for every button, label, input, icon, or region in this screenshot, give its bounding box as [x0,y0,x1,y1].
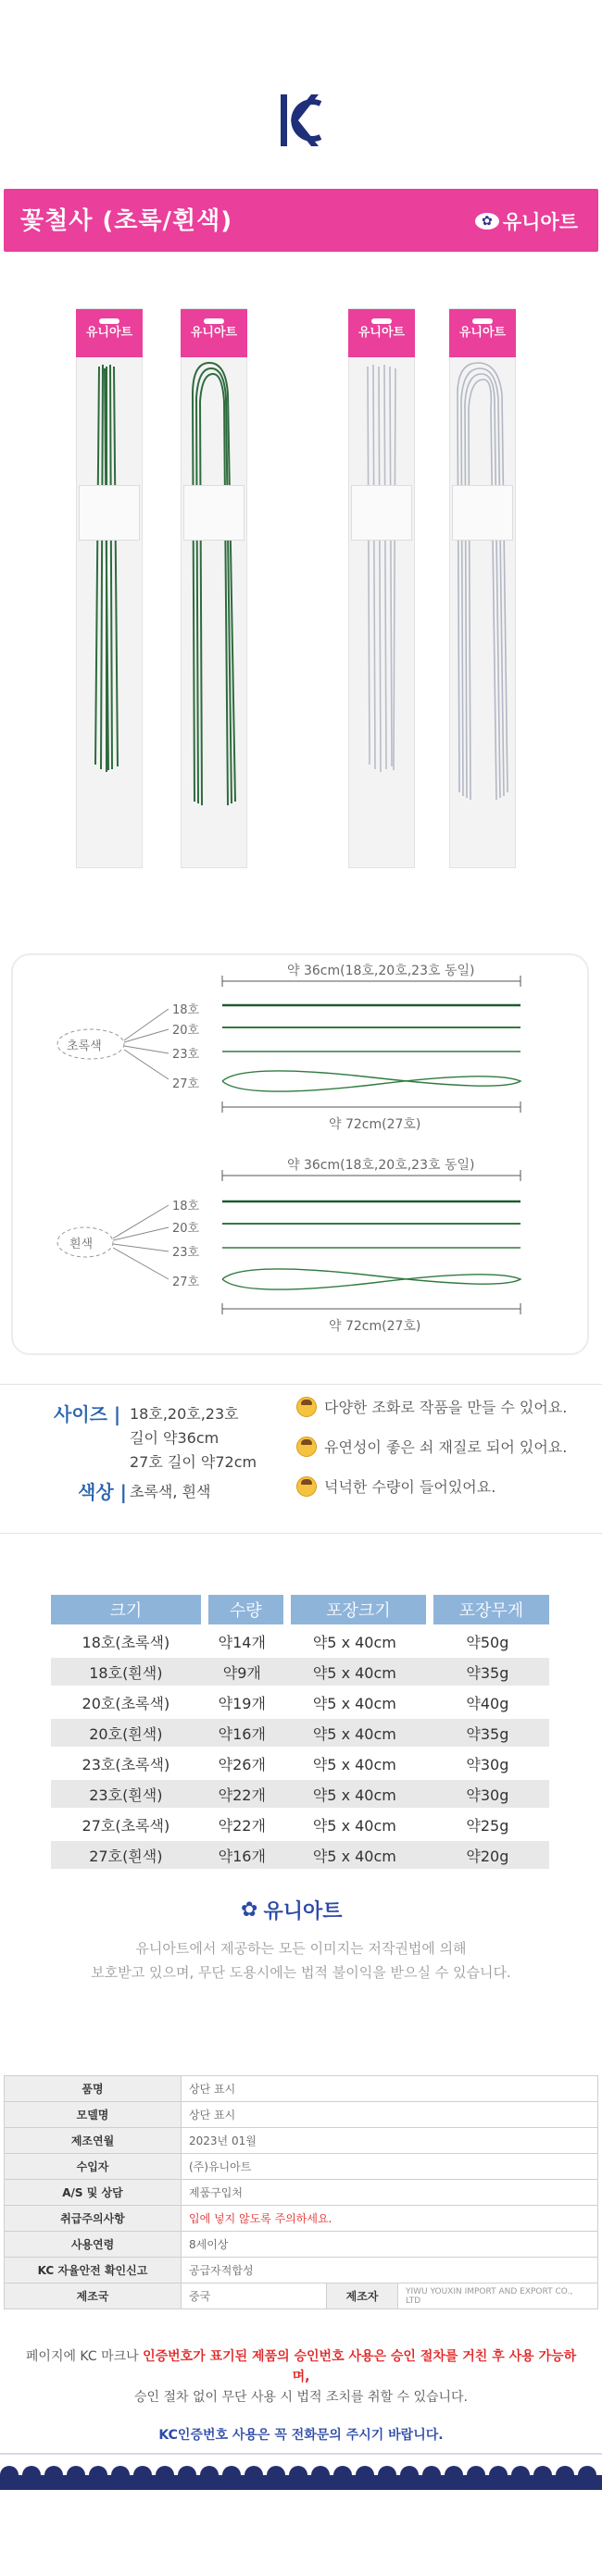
table-cell: 20호(흰색) [51,1719,201,1747]
info-row [5,2102,598,2128]
table-row [51,1749,549,1777]
table-cell: 약19개 [218,1694,266,1712]
table-row [51,1811,549,1838]
table-cell: 약16개 [201,1719,283,1747]
size-label: 27호 [172,1077,200,1091]
size-line: 18호,20호,23호 [130,1405,239,1423]
size-line: 27호 길이 약72cm [130,1453,257,1471]
child-face-icon [296,1437,317,1457]
info-value: 제품구입처 [182,2180,598,2206]
table-cell: 약5 x 40cm [283,1841,426,1869]
table-cell: 약22개 [201,1780,283,1808]
info-key: 품명 [5,2076,182,2102]
copyright-notice [56,1936,546,1985]
notice-text: 페이지에 KC 마크나 [25,2349,144,2364]
info-key: 수입자 [5,2154,182,2180]
size-label: 27호 [172,1276,200,1289]
child-face-icon [296,1397,317,1417]
label-card [183,485,245,541]
table-row [51,1719,549,1747]
product-tag: 유니아트 [348,309,415,357]
info-key: 제조연월 [5,2128,182,2154]
table-cell: 약22개 [218,1816,266,1835]
column-header: 수량 [201,1595,283,1624]
size-diagram-drawing [11,953,585,1351]
hang-hole [204,318,224,324]
info-value: (주)유니아트 [182,2154,598,2180]
column-header: 포장크기 [283,1595,426,1624]
size-label: 20호 [172,1024,200,1038]
info-key: KC 자율안전 확인신고 [5,2258,182,2284]
info-row [5,2180,598,2206]
feature-item [296,1475,593,1497]
info-row [5,2206,598,2232]
table-cell: 약14개 [218,1633,266,1651]
info-key: 사용연령 [5,2232,182,2258]
label-card [79,485,140,541]
product-tag: 유니아트 [449,309,516,357]
feature-item [296,1436,593,1457]
manufacturer-value: YIWU YOUXIN IMPORT AND EXPORT CO., LTD [398,2284,598,2309]
product-green-loop [181,308,247,868]
feature-text: 유연성이 좋은 쇠 재질로 되어 있어요. [324,1438,568,1456]
kc-notice [19,2346,583,2408]
table-row [51,1658,549,1686]
kc-call-notice: KC인증번호 사용은 꼭 전화문의 주시기 바랍니다. [158,2428,444,2443]
info-value: 2023년 01월 [182,2128,598,2154]
white-wire-loop [450,357,515,839]
feature-text: 넉넉한 수량이 들어있어요. [324,1478,496,1496]
feature-text: 다양한 조화로 작품을 만들 수 있어요. [324,1399,568,1416]
size-label: 23호 [172,1048,200,1062]
table-cell: 약35g [426,1719,549,1747]
footer-brand [241,1896,342,1924]
table-cell: 23호(흰색) [51,1780,201,1808]
product-tag: 유니아트 [181,309,247,357]
kc-certification-icon [278,91,324,150]
info-key: 제조자 [327,2284,398,2309]
info-value: 공급자적합성 [182,2258,598,2284]
info-value: 8세이상 [182,2232,598,2258]
table-cell: 20호(초록색) [82,1694,170,1712]
white-group [57,1170,520,1314]
paw-icon: ✿ [241,1898,258,1922]
table-cell: 약26개 [218,1755,266,1773]
table-cell: 약5 x 40cm [283,1719,426,1747]
table-cell: 약35g [426,1658,549,1686]
product-white-loop [449,308,516,868]
info-value: 상단 표시 [182,2102,598,2128]
table-row [51,1841,549,1869]
table-cell: 약50g [466,1633,509,1651]
label-card [452,485,513,541]
info-key: 모델명 [5,2102,182,2128]
size-line: 길이 약36cm [130,1429,219,1447]
size-label: 18호 [172,1200,200,1213]
table-header [51,1595,549,1624]
info-row [5,2258,598,2284]
label-card [351,485,412,541]
copyright-line: 유니아트에서 제공하는 모든 이미지는 저작권법에 의해 [135,1940,467,1957]
table-cell: 약5 x 40cm [312,1633,396,1651]
child-face-icon [296,1476,317,1497]
spec-table [51,1592,549,1872]
info-key: A/S 및 상담 [5,2180,182,2206]
table-cell: 약5 x 40cm [283,1658,426,1686]
copyright-line: 보호받고 있으며, 무단 도용시에는 법적 불이익을 받으실 수 있습니다. [91,1964,511,1981]
info-row [5,2154,598,2180]
divider [0,2453,602,2455]
info-row [5,2232,598,2258]
group-name-green: 초록색 [67,1039,102,1053]
info-key: 제조국 [5,2284,182,2309]
table-cell: 약20g [426,1841,549,1869]
table-cell: 약16개 [201,1841,283,1869]
info-row [5,2284,598,2309]
white-wire-bundle [349,357,414,820]
notice-line [19,2346,583,2387]
column-header: 포장무게 [426,1595,549,1624]
table-cell: 약5 x 40cm [312,1694,396,1712]
table-cell: 약5 x 40cm [312,1816,396,1835]
table-cell: 18호(흰색) [51,1658,201,1686]
product-info-table [4,2075,598,2309]
table-cell: 약40g [466,1694,509,1712]
green-wire-loop [182,357,246,839]
footer-brand-name: 유니아트 [263,1900,343,1923]
table-row [51,1627,549,1655]
info-value: 상단 표시 [182,2076,598,2102]
table-cell: 약25g [466,1816,509,1835]
hang-hole [472,318,493,324]
table-cell: 약30g [466,1755,509,1773]
size-heading: 사이즈 | [54,1403,121,1425]
product-green-straight [76,308,143,868]
table-cell: 약5 x 40cm [283,1780,426,1808]
hang-hole [371,318,392,324]
info-key: 취급주의사항 [5,2206,182,2232]
column-header: 크기 [51,1595,201,1624]
info-value: 중국 [182,2284,327,2309]
brand-name: 유니아트 [502,211,578,233]
hang-hole [99,318,119,324]
table-cell: 약5 x 40cm [312,1755,396,1773]
table-cell: 23호(초록색) [82,1755,170,1773]
table-cell: 약9개 [201,1658,283,1686]
top-measure-label: 약 36cm(18호,20호,23호 동일) [287,964,475,978]
size-label: 18호 [172,1003,200,1017]
table-cell: 약30g [426,1780,549,1808]
info-row [5,2076,598,2102]
bottom-measure-label: 약 72cm(27호) [329,1117,421,1132]
table-row [51,1688,549,1716]
table-cell: 18호(초록색) [82,1633,170,1651]
notice-line: 승인 절차 없이 무단 사용 시 법적 조치를 취할 수 있습니다. [133,2390,468,2405]
paw-icon: ✿ [475,213,499,230]
page-title: 꽃철사 (초록/흰색) [20,207,233,235]
scalloped-border [0,2462,602,2490]
table-cell: 27호(흰색) [51,1841,201,1869]
bottom-measure-label: 약 72cm(27호) [329,1319,421,1334]
feature-item [296,1396,593,1417]
group-name-white: 흰색 [69,1238,94,1251]
top-measure-label: 약 36cm(18호,20호,23호 동일) [287,1158,475,1173]
caution-value: 입에 넣지 않도록 주의하세요. [182,2206,598,2232]
product-white-straight [348,308,415,868]
product-tag: 유니아트 [76,309,143,357]
green-group [57,976,520,1113]
size-label: 20호 [172,1222,200,1236]
brand-logo [475,207,578,235]
color-value: 초록색, 흰색 [130,1483,211,1500]
notice-warning: 인증번호가 표기된 제품의 승인번호 사용은 승인 절차를 거친 후 사용 가능하며, [143,2349,577,2384]
size-label: 23호 [172,1246,200,1260]
green-wire-bundle [77,357,142,820]
color-heading: 색상 | [78,1481,127,1503]
info-row [5,2128,598,2154]
table-cell: 27호(초록색) [82,1816,170,1835]
table-row [51,1780,549,1808]
